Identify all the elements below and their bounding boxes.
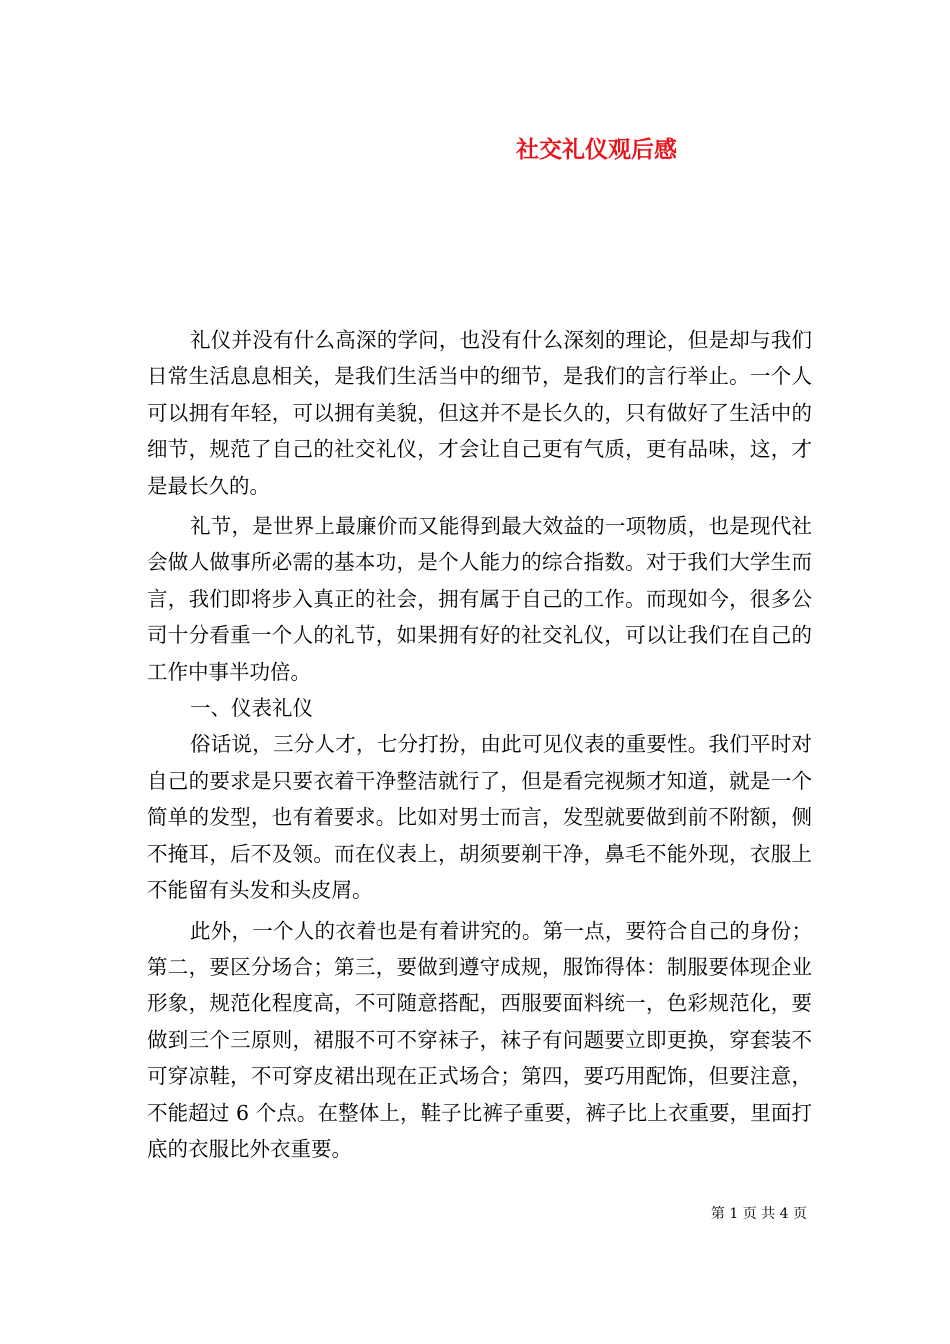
page-number: 第 1 页 共 4 页 — [710, 1206, 807, 1222]
paragraph-intro: 礼仪并没有什么高深的学问，也没有什么深刻的理论，但是却与我们日常生活息息相关，是我们生活当中的细节，是我们的言行举止。一个人可以拥有年轻，可以拥有美貌，但这并不是长久的，只有做好了生活中的细节，规范了自己的社交礼仪，才会让自己更有气质，更有品味，这，才是最长久的。 — [147, 328, 812, 498]
paragraph-etiquette-value: 礼节，是世界上最廉价而又能得到最大效益的一项物质，也是现代社会做人做事所必需的基本功，是个人能力的综合指数。对于我们大学生而言，我们即将步入真正的社会，拥有属于自己的工作。而现如今，很多公司十分看重一个人的礼节，如果拥有好的社交礼仪，可以让我们在自己的工作中事半功倍。 — [147, 514, 812, 684]
paragraph-appearance: 俗话说，三分人才，七分打扮，由此可见仪表的重要性。我们平时对自己的要求是只要衣着干净整洁就行了，但是看完视频才知道，就是一个简单的发型，也有着要求。比如对男士而言，发型就要做到前不附额，侧不掩耳，后不及领。而在仪表上，胡须要剃干净，鼻毛不能外现，衣服上不能留有头发和头皮屑。 — [147, 732, 812, 903]
section-heading-appearance: 一、仪表礼仪 — [190, 696, 314, 721]
document-title: 社交礼仪观后感 — [516, 136, 677, 163]
paragraph-clothing: 此外，一个人的衣着也是有着讲究的。第一点，要符合自己的身份；第二，要区分场合；第三，要做到遵守成规，服饰得体：制服要体现企业形象，规范化程度高，不可随意搭配，西服要面料统一，色彩规范化，要做到三个三原则，裙服不可不穿袜子，袜子有问题要立即更换，穿套装不可穿凉鞋，不可穿皮裙出现在正式场合；第四，要巧用配饰，但要注意，不能超过 6 个点。在整体上，鞋子比裤子重要，裤子比上衣重要，里面打底的衣服比外衣重要。 — [147, 918, 812, 1161]
document-body — [147, 322, 812, 1167]
